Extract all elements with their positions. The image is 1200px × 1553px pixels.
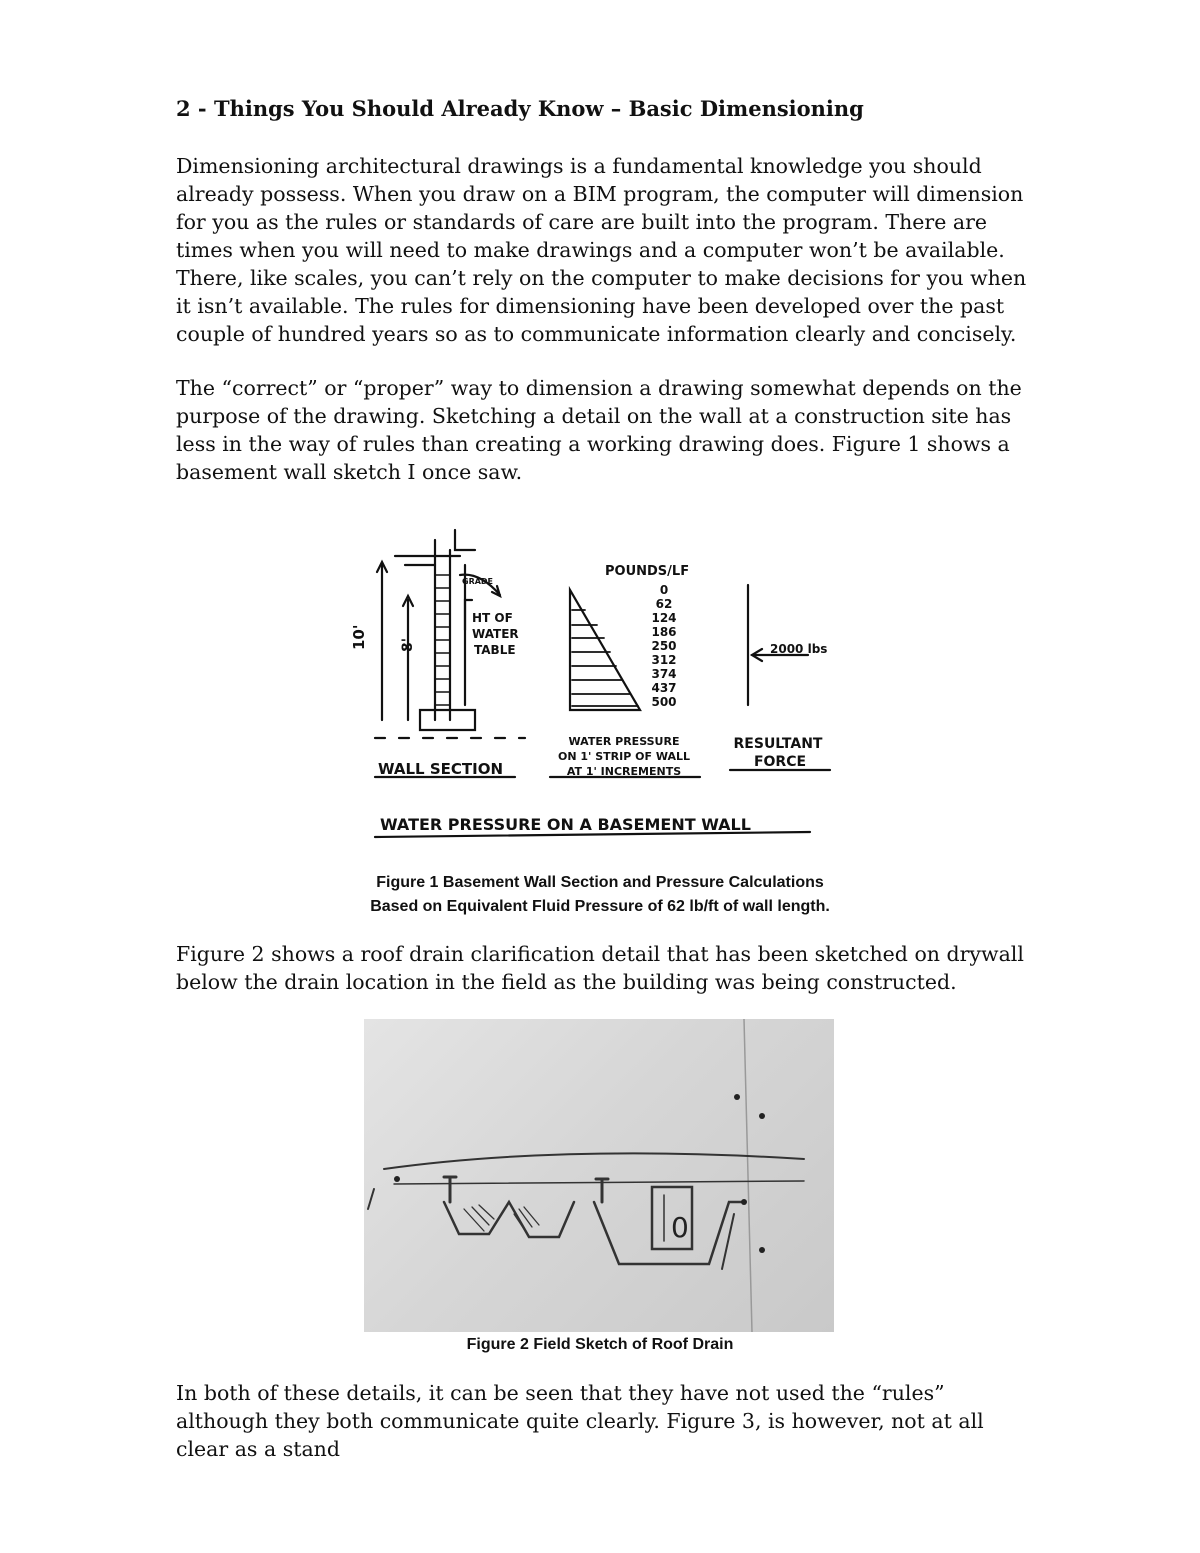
dimension-8-label: 8' xyxy=(400,637,416,652)
paragraph-roof-drain: Figure 2 shows a roof drain clarification detail that has been sketched on drywall below the drain location in the field as the building was being constructed. xyxy=(176,942,1024,994)
drywall-seam xyxy=(744,1019,752,1332)
pressure-value: 312 xyxy=(651,653,677,667)
pressure-value: 62 xyxy=(655,597,673,611)
drain-mark: 0 xyxy=(671,1211,689,1244)
grade-label: GRADE xyxy=(462,577,494,586)
figure-2-caption: Figure 2 Field Sketch of Roof Drain xyxy=(466,1336,734,1353)
pressure-label-line-2: ON 1' STRIP OF WALL xyxy=(558,750,690,763)
pressure-triangle xyxy=(570,590,640,710)
pressure-value: 250 xyxy=(651,639,677,653)
roof-deck-line xyxy=(384,1153,804,1169)
pounds-per-lf-header: POUNDS/LF xyxy=(605,564,690,579)
figure-1-caption-line-2: Based on Equivalent Fluid Pressure of 62 lb/ft of wall length. xyxy=(370,898,830,915)
figure-2-photo xyxy=(364,1019,834,1332)
force-2000-lbs-label: 2000 lbs xyxy=(770,642,828,656)
pressure-label-line-1: WATER PRESSURE xyxy=(568,735,680,748)
water-table-label-line-3: TABLE xyxy=(474,643,516,657)
pressure-value: 374 xyxy=(651,667,677,681)
water-table-label-line-2: WATER xyxy=(472,627,519,641)
section-heading: 2 - Things You Should Already Know – Basic Dimensioning xyxy=(176,96,864,121)
dimension-10-label: 10' xyxy=(350,624,368,650)
figure-1-caption xyxy=(0,871,1200,919)
water-table-label-line-1: HT OF xyxy=(472,611,513,625)
resultant-label-line-2: FORCE xyxy=(753,754,807,770)
paragraph-dimensioning-intro: Dimensioning architectural drawings is a fundamental knowledge you should already possess. When you draw on a BIM program, the computer will dimension for you as the rules or standards of care are built into the program. There are times when you will need to make drawings and a computer won’t be available. There, like scales, you can’t rely on the computer to make decisions for you when it isn’t available. The rules for dimensioning have been developed over the past couple of hundred years so as to communicate information clearly and concisely. xyxy=(176,154,1027,346)
pressure-value: 500 xyxy=(651,695,677,709)
paragraph-rules-comparison: In both of these details, it can be seen that they have not used the “rules” although they both communicate quite clearly. Figure 3, is however, not at all clear as a stand xyxy=(176,1381,984,1461)
deck-profile-right xyxy=(594,1202,744,1264)
pressure-value: 0 xyxy=(659,583,669,597)
resultant-label-line-1: RESULTANT xyxy=(733,736,823,752)
pressure-value: 437 xyxy=(651,681,677,695)
wall-section-label: WALL SECTION xyxy=(378,760,503,778)
wall-hatching xyxy=(436,575,449,705)
deck-profile-left xyxy=(444,1202,574,1237)
pressure-value: 186 xyxy=(651,625,677,639)
figure-1-sketch-title: WATER PRESSURE ON A BASEMENT WALL xyxy=(380,815,751,834)
footing xyxy=(420,710,475,730)
figure-1-basement-wall-sketch xyxy=(350,520,850,850)
pressure-label-line-3: AT 1' INCREMENTS xyxy=(566,765,682,778)
pressure-value: 124 xyxy=(651,611,677,625)
paragraph-correct-way: The “correct” or “proper” way to dimension a drawing somewhat depends on the purpose of the drawing. Sketching a detail on the wall at a construction site has less in the way of rules than creating a working drawing does. Figure 1 shows a basement wall sketch I once saw. xyxy=(176,376,1022,484)
figure-1-caption-line-1: Figure 1 Basement Wall Section and Pressure Calculations xyxy=(376,874,824,891)
